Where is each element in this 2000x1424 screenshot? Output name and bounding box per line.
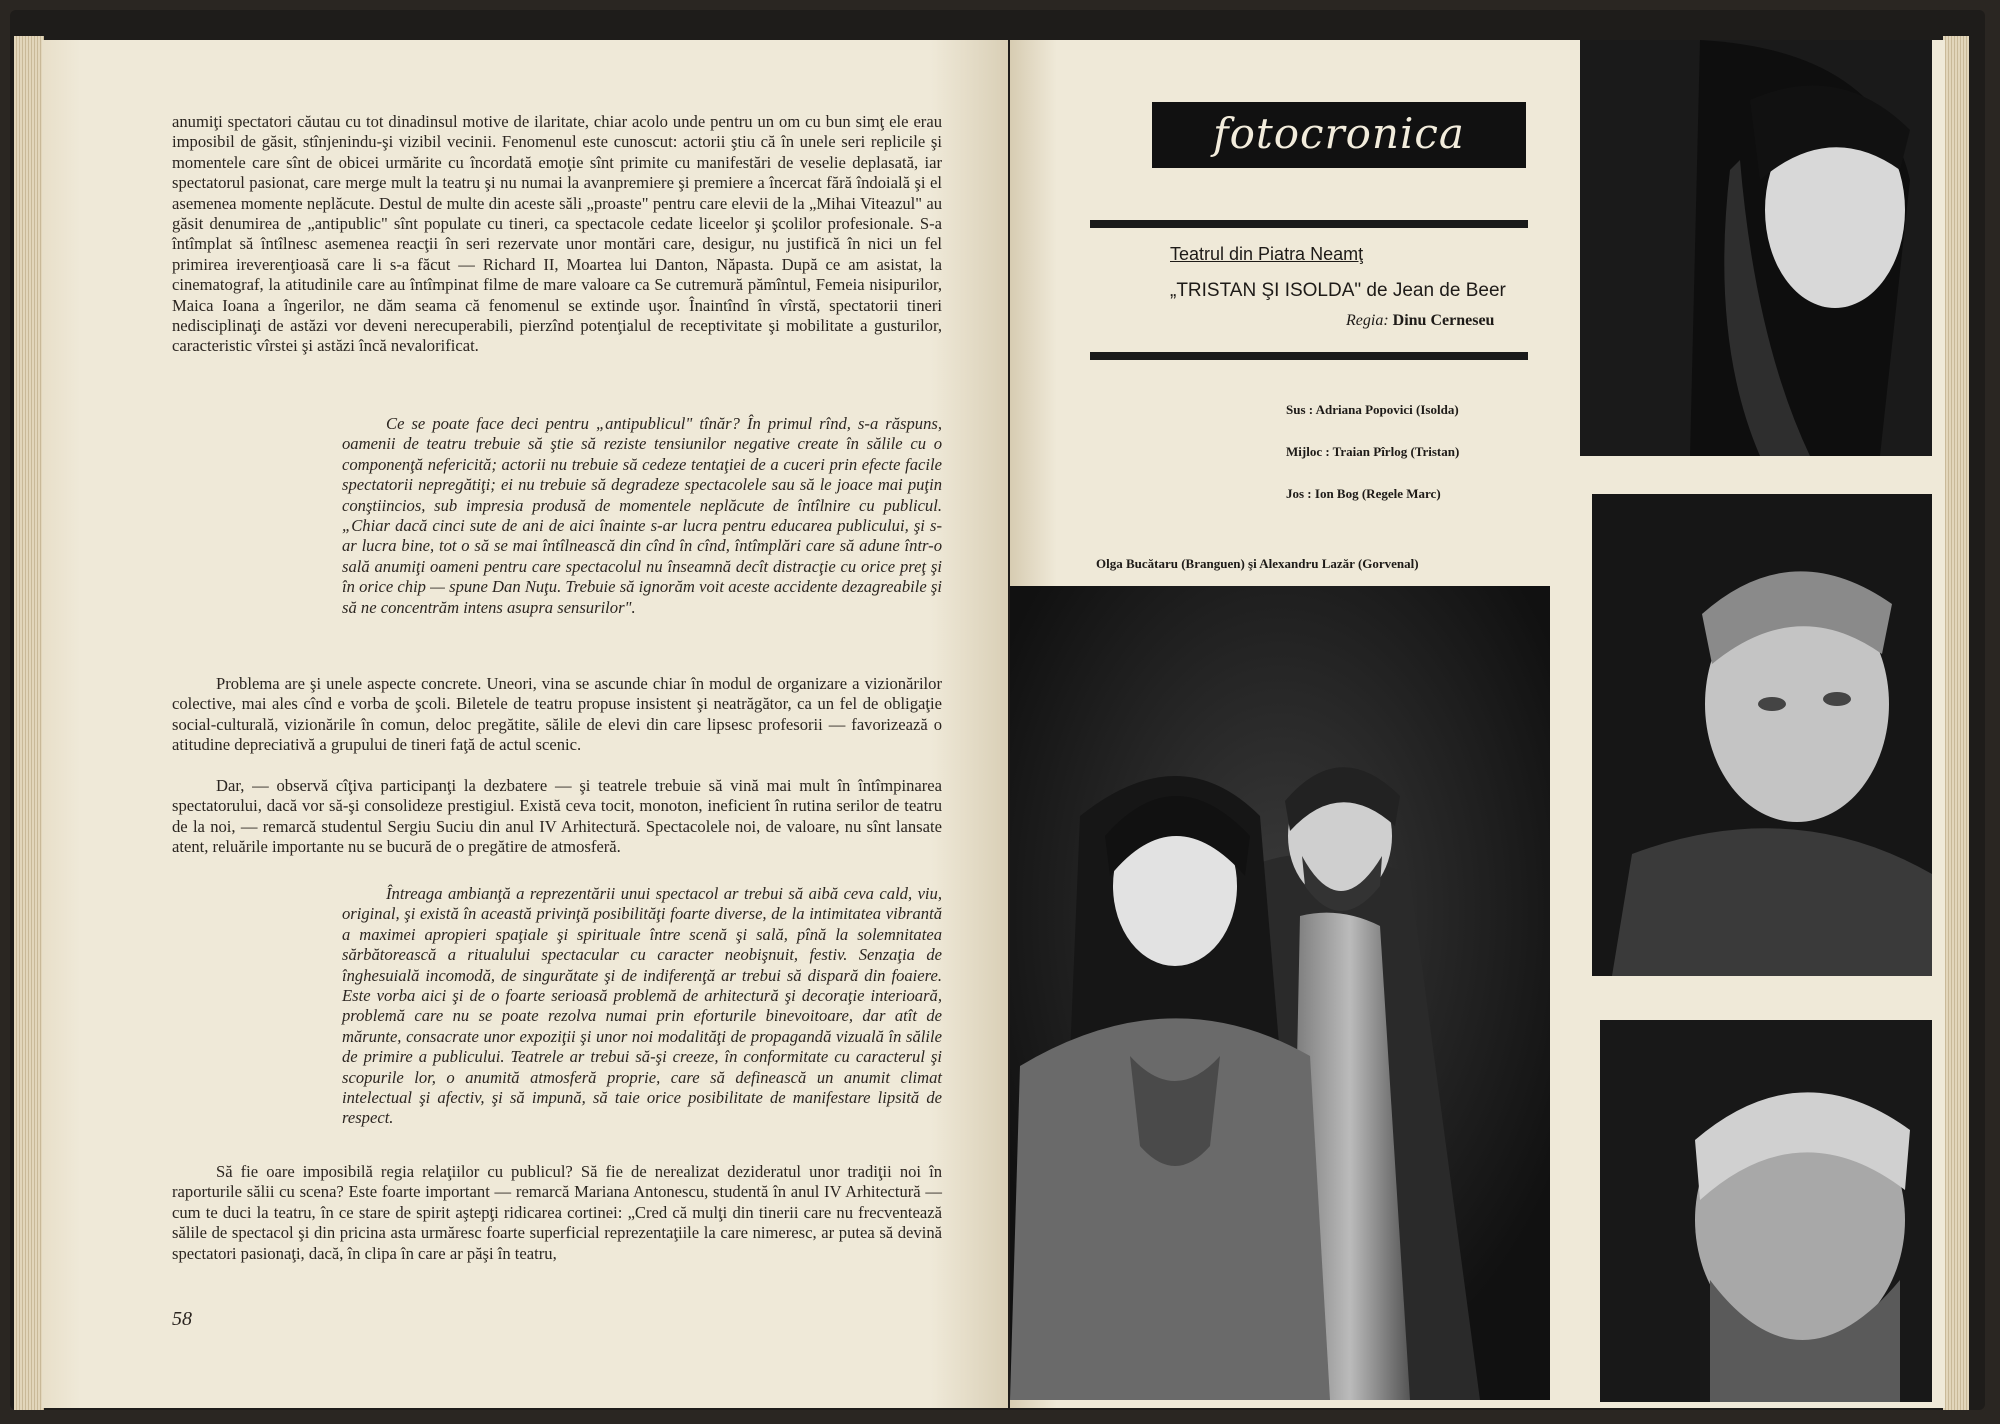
isolda-portrait-image — [1580, 40, 1932, 456]
caption-large-photo: Olga Bucătaru (Branguen) şi Alexandru Lazăr (Gorvenal) — [1096, 556, 1419, 571]
page-edges-right — [1943, 36, 1969, 1410]
tristan-portrait-image — [1592, 494, 1932, 976]
photo-regele-marc — [1600, 1020, 1932, 1402]
quote-text: Ce se poate face deci pentru „antipublicul" tînăr? În primul rînd, s-a răspuns, oamenii de teatru trebuie să ştie să reziste tensiunilor negative create în sălile cu o componenţă nefericită; actorii nu trebuie să cedeze tentaţiei de a cuceri prin efecte facile spectatorii nepregătiţi; ei nu trebuie să degradeze spectacolele sau să le joace mai puţin conştiincios, sub impresia produsă de momentele neplăcute de întîlnire cu publicul. „Chiar dacă cinci sute de ani de aici înainte s-ar lucra pentru educarea publicului, şi s-ar lucra bine, tot o să se mai întîlnească din cînd în cînd, întîmplări care să adune într-o sală anumiţi oameni pentru care spectacolul nu înseamnă decît distracţie cu orice preţ şi în orice chip — spune Dan Nuţu. Trebuie să ignorăm voit aceste accidente dezagreabile şi să ne concentrăm intens asupra sensurilor". — [342, 414, 942, 617]
photo-tristan — [1592, 494, 1932, 976]
director-name: Dinu Cerneseu — [1392, 312, 1495, 329]
large-photo — [1010, 586, 1550, 1400]
paragraph-text: Problema are şi unele aspecte concrete. Uneori, vina se ascunde chiar în modul de organizare a vizionărilor colective, mai ales cînd e vorba de şcoli. Biletele de teatru propuse insistent şi neatrăgător, ca un fel de obligaţie social-culturală, vizionările în comun, deloc pregătite, sălile de elevi din care lipsesc profesorii — favorizează o atitudine depreciativă a grupului de tineri faţă de actul scenic. — [172, 674, 942, 755]
fotocronica-logo: fotocronica — [1152, 102, 1526, 168]
article-quote-1 — [342, 414, 942, 618]
paragraph-text: Dar, — observă cîţiva participanţi la dezbatere — şi teatrele trebuie să vină mai mult în întîmpinarea spectatorului, dacă vor să-şi consolideze prestigiul. Există ceva tocit, monoton, ineficient în rutina serilor de teatru de la noi, — remarcă studentul Sergiu Suciu din anul IV Arhitectură. Spectacolele noi, de valoare, nu sînt lansate atent, reluările importante nu se bucură de o pregătire de atmosferă. — [172, 776, 942, 857]
play-title: „TRISTAN ŞI ISOLDA" de Jean de Beer — [1170, 280, 1506, 301]
article-paragraph-1 — [172, 112, 942, 357]
page-edges-left — [14, 36, 44, 1410]
caption-top: Sus : Adriana Popovici (Isolda) — [1286, 402, 1459, 417]
article-quote-2 — [342, 884, 942, 1129]
caption-middle: Mijloc : Traian Pîrlog (Tristan) — [1286, 444, 1460, 459]
regele-marc-portrait-image — [1600, 1020, 1932, 1402]
quote-text: Întreaga ambianţă a reprezentării unui spectacol ar trebui să aibă ceva cald, viu, original, şi există în această privinţă posibilităţi foarte diverse, de la intimitatea vibrantă a maximei apropieri spaţiale şi spirituale între scenă şi sală, pînă la solemnitatea sărbătorească a ritualului spectacular cu caracter neobişnuit, festiv. Senzaţia de înghesuială incomodă, de singurătate şi de indiferenţă ar trebui să dispară din foaiere. Este vorba aici şi de o foarte serioasă problemă de arhitectură şi decoraţie interioară, problemă care nu se poate rezolva numai prin eforturile binevoitoare, dar atît de mărunte, consacrate unor expoziţii şi unor noi modalităţi de propagandă vizuală în sălile de primire a publicului. Teatrele ar trebui să-şi creeze, în conformitate cu caracterul şi scopurile lor, o anumită atmosferă proprie, care să definească un anumit climat intelectual şi afectiv, şi să impună, să taie orice posibilitate de manifestare lipsită de respect. — [342, 884, 942, 1128]
article-paragraph-2 — [172, 674, 942, 756]
article-paragraph-4 — [172, 1162, 942, 1264]
director-line — [1346, 312, 1494, 330]
paragraph-text: anumiţi spectatori căutau cu tot dinadinsul motive de ilaritate, chiar acolo unde pentru un om cu bun simţ ele erau imposibil de găsit, stînjenindu-şi vizibil vecinii. Fenomenul este cunoscut: actorii ştiu că în unele seri replicile şi momentele care sînt de obicei urmărite cu încordată emoţie sînt primite cu manifestări de veselie deplasată, iar spectatorul pasionat, care merge mult la teatru şi nu numai la avanpremiere şi premiere a încercat fără îndoială şi el asemenea momente neplăcute. Destul de multe din aceste săli „proaste" pentru care elevii de la „Mihai Viteazul" au găsit denumirea de „antipublic" sînt populate cu tineri, ca spectacole cedate liceelor şi şcolilor profesionale. S-a întîmplat să întîlnesc asemenea reacţii în seri rezervate unor montări care, desigur, nu justifică în nici un fel primirea ireverenţioasă care li s-a făcut — Richard II, Moartea lui Danton, Năpasta. După ce am asistat, la cinematograf, la atitudinile care au întîmpinat filme de mare valoare ca Se cutremură pămîntul, Femeia nisipurilor, Maica Ioana a îngerilor, ne dăm seama că fenomenul se extinde uşor. Înaintînd în vîrstă, spectatorii tineri nedisciplinaţi de astăzi vor deveni nerecuperabili, pierzînd potenţialul de receptivitate şi mobilitate a gusturilor, caracteristic vîrstei şi astăzi încă nevalorificat. — [172, 112, 942, 356]
photo-isolda — [1580, 40, 1932, 456]
two-actors-image — [1010, 586, 1550, 1400]
director-label: Regia: — [1346, 312, 1389, 329]
theatre-name: Teatrul din Piatra Neamţ — [1170, 244, 1364, 264]
top-rule — [1090, 220, 1528, 228]
article-paragraph-3 — [172, 776, 942, 858]
bottom-rule — [1090, 352, 1528, 360]
page-number: 58 — [172, 1308, 192, 1330]
paragraph-text: Să fie oare imposibilă regia relaţiilor cu publicul? Să fie de nerealizat dezideratul unor tradiţii noi în raporturile sălii cu scena? Este foarte important — remarcă Mariana Antonescu, studentă în anul IV Arhitectură — cum te duci la teatru, în ce stare de spirit aştepţi ridicarea cortinei: „Cred că mulţi din tinerii care nu frecventează sălile de spectacol şi din pricina asta urmăresc foarte superficial reprezentaţiile la care nimeresc, ar putea să devină spectatori pasionaţi, dacă, în clipa în care ar păşi în teatru, — [172, 1162, 942, 1263]
caption-bottom: Jos : Ion Bog (Regele Marc) — [1286, 486, 1441, 501]
